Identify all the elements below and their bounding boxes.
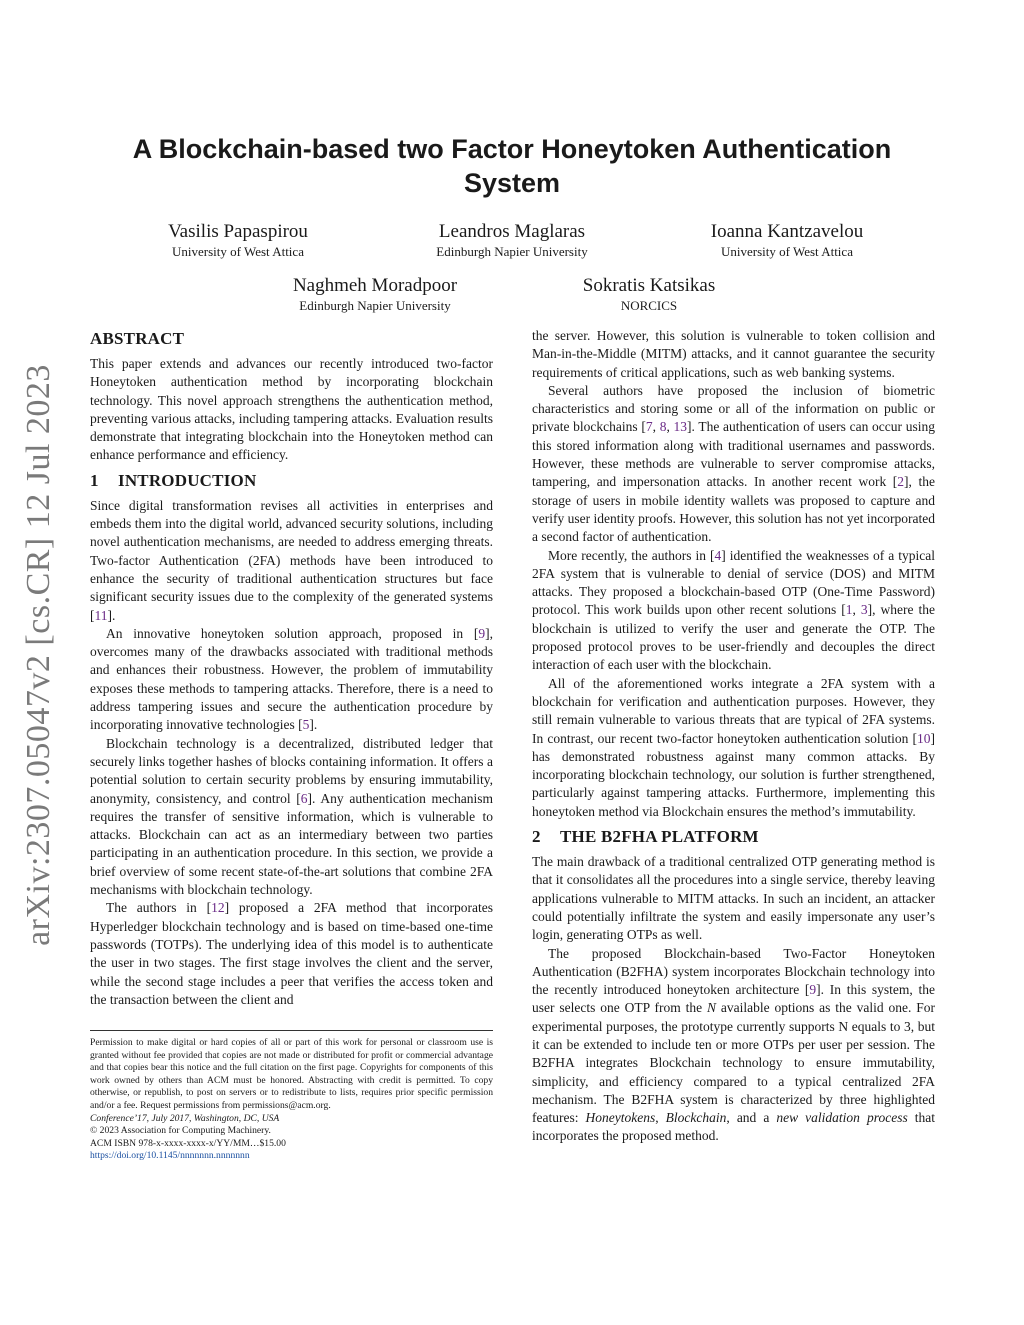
abstract-text: This paper extends and advances our recently introduced two-factor Honeytoken authentication method by incorporating blockchain technology. This novel approach strengthens the authentication method, preventing various attacks, including tampering attacks. Evaluation results demonstrate that integrating blockchain into the Honeytoken method can enhance performance and efficiency. <box>90 356 493 463</box>
citation-link[interactable]: 11 <box>94 607 108 623</box>
section-title: THE B2FHA PLATFORM <box>560 827 759 847</box>
right-column <box>532 327 935 1146</box>
section-number: 1 <box>90 470 99 490</box>
author-block <box>657 221 917 261</box>
left-column <box>90 323 493 1009</box>
citation-link[interactable]: 6 <box>300 790 308 806</box>
permission-notice: Permission to make digital or hard copies of all or part of this work for personal or classroom use is granted without fee provided that copies are not made or distributed for profit or commercial advantage and that copies bear this notice and the full citation on the first page. Copyrights for components of this work owned by others than ACM must be honored. Abstracting with credit is permitted. To copy otherwise, or republish, to post on servers or to redistribute to lists, requires prior specific permission and/or a fee. Request permissions from permissions@acm.org. <box>90 1037 493 1111</box>
paragraph: the server. However, this solution is vulnerable to token collision and Man-in-the-Middle (MITM) attacks, and it cannot guarantee the security requirements of critical applications, such as web banking systems. <box>532 328 935 380</box>
paragraph: Since digital transformation revises all activities in enterprises and embeds them into the digital world, advanced security solutions, including novel authentication mechanisms, are needed to address emerging threats. Two-factor Authentication (2FA) methods have been introduced to enhance the security of traditional authentication structures but face significant security issues due to the complexity of the generated systems [11]. <box>90 497 493 623</box>
section-number: 2 <box>532 827 541 847</box>
paragraph: Blockchain technology is a decentralized, distributed ledger that securely links together hashes of blocks containing information. It offers a potential solution to certain security problems by ensuring immutability, anonymity, consistency, and control [6]. Any authentication mechanism requires the transfer of sensitive information, which is vulnerable to attacks. Blockchain can act as an intermediary between two parties participating in an authentication procedure. In this section, we provide a brief overview of some recent state-of-the-art solutions that combine 2FA mechanisms with blockchain technology. <box>90 735 494 898</box>
citation-link[interactable]: 4 <box>714 547 722 563</box>
paragraph: Several authors have proposed the inclusion of biometric characteristics and storing some or all of the information on public or private blockchains [7, 8, 13]. The authentication of users can occur using this stored information along with traditional usernames and passwords. However, these methods are vulnerable to server compromise attacks, tampering, and impersonation attacks. In another recent work [2], the storage of users in mobile identity wallets was proposed to capture and verify user identity proofs. However, this solution has not yet incorporated a second factor of authentication. <box>532 382 935 545</box>
author-name: Ioanna Kantzavelou <box>710 221 864 242</box>
author-block <box>382 221 642 261</box>
author-name: Vasilis Papaspirou <box>168 221 308 242</box>
paper-title: A Blockchain-based two Factor Honeytoken Authentication System <box>132 134 892 198</box>
footnote-block <box>90 1030 493 1163</box>
citation-link[interactable]: 13 <box>673 419 688 435</box>
paragraph: The authors in [12] proposed a 2FA method that incorporates Hyperledger blockchain technology and is based on time-based one-time passwords (TOTPs). The underlying idea of this model is to authenticate the user in two stages. The first stage involves the client and the server, while the second stage includes a peer that verifies the access token and the transaction between the client and <box>90 900 494 1007</box>
copyright-line: © 2023 Association for Computing Machinery. <box>90 1125 271 1137</box>
paragraph: An innovative honeytoken solution approach, proposed in [9], overcomes many of the drawbacks associated with traditional methods and enhances their robustness. However, the problem of immutability exposes these methods to tampering attacks. Therefore, there is a need to address tampering issues and secure the authentication procedure by incorporating innovative technologies [5]. <box>90 625 493 733</box>
citation-link[interactable]: 7 <box>645 419 653 435</box>
citation-link[interactable]: 5 <box>302 717 310 733</box>
author-name: Leandros Maglaras <box>438 221 586 242</box>
arxiv-sidebar <box>8 365 70 945</box>
citation-link[interactable]: 3 <box>860 602 868 618</box>
paragraph: More recently, the authors in [4] identified the weaknesses of a typical 2FA system that is vulnerable to denial of service (DOS) and MITM attacks. They proposed a blockchain-based OTP (One-Time Password) protocol. This work builds upon other recent solutions [1, 3], where the blockchain is utilized to verify the user and generate the OTP. The proposed protocol proves to be user-friendly and decouples the direct interaction of each user with the blockchain. <box>532 547 936 673</box>
citation-link[interactable]: 1 <box>845 602 853 618</box>
isbn-line: ACM ISBN 978-x-xxxx-xxxx-x/YY/MM…$15.00 <box>90 1137 286 1149</box>
citation-link[interactable]: 9 <box>809 982 817 998</box>
author-block <box>519 275 779 315</box>
citation-link[interactable]: 10 <box>917 730 931 746</box>
doi-link[interactable]: https://doi.org/10.1145/nnnnnnn.nnnnnnn <box>90 1150 250 1162</box>
citation-link[interactable]: 9 <box>478 625 486 641</box>
arxiv-identifier: arXiv:2307.05047v2 [cs.CR] 12 Jul 2023 <box>20 364 57 946</box>
author-affiliation: NORCICS <box>620 298 678 313</box>
citation-link[interactable]: 8 <box>659 419 667 435</box>
abstract-heading: ABSTRACT <box>90 329 185 348</box>
author-affiliation: Edinburgh Napier University <box>436 244 588 259</box>
paragraph: All of the aforementioned works integrate a 2FA system with a blockchain for verification and authentication purposes. However, they still remain vulnerable to various threats that are typical of 2FA systems. In contrast, our recent two-factor honeytoken authentication solution [10] has demonstrated robustness against many common attacks. By incorporating blockchain technology, our solution is further strengthened, particularly against tampering attacks. Furthermore, implementing this honeytoken method via Blockchain ensures the method’s immutability. <box>532 675 935 819</box>
paragraph: The proposed Blockchain-based Two-Factor Honeytoken Authentication (B2FHA) system incorporates Blockchain technology into the recently introduced honeytoken architecture [9]. In this system, the user selects one OTP from the N available options as the valid one. For experimental purposes, the prototype currently supports N equals to 3, but it can be extended to include ten or more OTPs per user per session. The B2FHA integrates Blockchain technology to ensure immutability, simplicity, and efficiency compared to a typical centralized 2FA mechanism. The B2FHA system is characterized by three highlighted features: Honeytokens, Blockchain, and a new validation process that incorporates the proposed method. <box>532 945 936 1144</box>
author-name: Sokratis Katsikas <box>582 275 716 296</box>
citation-link[interactable]: 12 <box>211 900 225 916</box>
conference-info: Conference’17, July 2017, Washington, DC, USA <box>90 1112 280 1124</box>
author-affiliation: University of West Attica <box>721 244 853 259</box>
section-title: INTRODUCTION <box>118 470 257 490</box>
section-heading <box>532 827 935 847</box>
author-affiliation: Edinburgh Napier University <box>299 298 451 313</box>
author-name: Naghmeh Moradpoor <box>292 275 458 296</box>
paragraph: The main drawback of a traditional centralized OTP generating method is that it consolidates all the procedures into a single service, thereby leaving applications vulnerable to MITM attacks. In such an incident, an attacker could potentially infiltrate the system and easily impersonate any user’s login, generating OTPs as well. <box>532 854 935 943</box>
section-heading <box>90 471 493 491</box>
author-block <box>245 275 505 315</box>
author-block <box>108 221 368 261</box>
citation-link[interactable]: 2 <box>897 474 905 490</box>
author-affiliation: University of West Attica <box>172 244 304 259</box>
